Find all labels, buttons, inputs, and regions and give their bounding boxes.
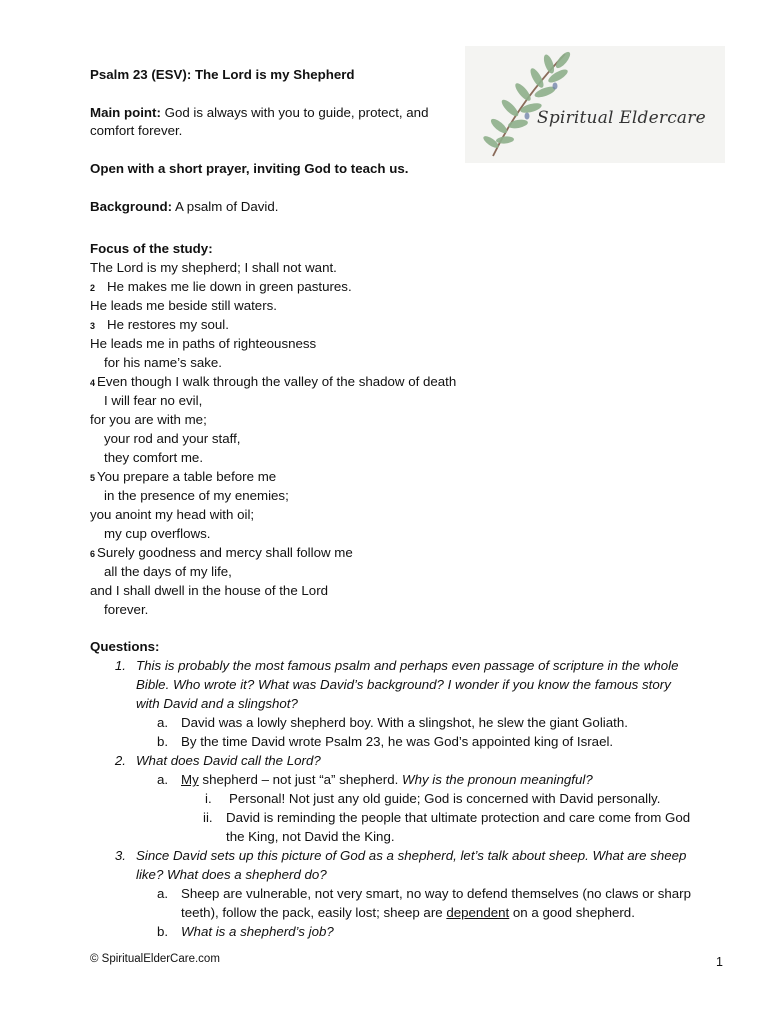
answer-3b-text: What is a shepherd’s job? <box>181 924 334 939</box>
verse-text: for you are with me; <box>90 412 207 427</box>
psalm-line <box>90 411 207 429</box>
verse-text: Even though I walk through the valley of the shadow of death <box>97 374 457 389</box>
question-1-line-3: with David and a slingshot? <box>136 696 298 711</box>
verse-text: Surely goodness and mercy shall follow me <box>97 545 353 560</box>
verse-text: all the days of my life, <box>104 564 232 579</box>
background-text: A psalm of David. <box>172 199 279 214</box>
verse-text: You prepare a table before me <box>97 469 277 484</box>
answer-3a-post: on a good shepherd. <box>509 905 635 920</box>
psalm-line <box>90 335 316 353</box>
verse-text: they comfort me. <box>104 450 204 465</box>
olive-branch-icon <box>465 46 725 163</box>
main-point-label: Main point: <box>90 105 161 120</box>
psalm-line <box>90 525 210 543</box>
question-1-line-1: This is probably the most famous psalm and perhaps even passage of scripture in the whole <box>136 658 679 673</box>
question-1-number: 1. <box>114 658 126 673</box>
question-2-text: What does David call the Lord? <box>136 753 321 768</box>
answer-2a-number: a. <box>157 772 169 787</box>
answer-2a-underlined: My <box>181 772 199 787</box>
answer-2a-plain: shepherd – not just “a” shepherd. <box>198 772 403 787</box>
answer-1a-number: a. <box>157 715 169 730</box>
verse-number: 3 <box>90 321 96 331</box>
psalm-line <box>90 468 276 487</box>
psalm-line <box>90 316 229 335</box>
answer-1b-text: By the time David wrote Psalm 23, he was God’s appointed king of Israel. <box>181 734 614 749</box>
psalm-line <box>90 278 352 297</box>
page-number: 1 <box>716 955 723 969</box>
psalm-line <box>90 449 203 467</box>
answer-2a-i-text: Personal! Not just any old guide; God is concerned with David personally. <box>229 791 661 806</box>
psalm-line <box>90 392 202 410</box>
psalm-line <box>90 259 337 277</box>
psalm-line <box>90 354 222 372</box>
verse-text: The Lord is my shepherd; I shall not want. <box>90 260 337 275</box>
answer-3b-number: b. <box>157 924 169 939</box>
verse-text: for his name’s sake. <box>104 355 223 370</box>
verse-text: in the presence of my enemies; <box>104 488 289 503</box>
answer-2a-ii-number: ii. <box>203 810 213 825</box>
question-3-number: 3. <box>114 848 126 863</box>
answer-3a-line-1: Sheep are vulnerable, not very smart, no way to defend themselves (no claws or sharp <box>181 886 691 901</box>
focus-heading: Focus of the study: <box>90 241 213 256</box>
verse-text: and I shall dwell in the house of the Lord <box>90 583 329 598</box>
questions-heading: Questions: <box>90 639 160 654</box>
verse-text: He leads me beside still waters. <box>90 298 277 313</box>
question-3-line-1: Since David sets up this picture of God as a shepherd, let’s talk about sheep. What are sheep <box>136 848 687 863</box>
psalm-line <box>90 582 328 600</box>
psalm-line <box>90 563 232 581</box>
verse-text: I will fear no evil, <box>104 393 203 408</box>
verse-text: my cup overflows. <box>104 526 211 541</box>
answer-2a-ii-line-2: the King, not David the King. <box>226 829 395 844</box>
background-label: Background: <box>90 199 173 214</box>
psalm-line <box>90 544 353 563</box>
answer-3a-pre: teeth), follow the pack, easily lost; sheep are <box>181 905 447 920</box>
question-1-line-2: Bible. Who wrote it? What was David’s background? I wonder if you know the famous story <box>136 677 671 692</box>
verse-text: He makes me lie down in green pastures. <box>107 279 352 294</box>
answer-3a-line-2 <box>181 904 635 922</box>
open-prayer: Open with a short prayer, inviting God to teach us. <box>90 161 409 176</box>
verse-text: He restores my soul. <box>107 317 229 332</box>
verse-text: you anoint my head with oil; <box>90 507 255 522</box>
page-title: Psalm 23 (ESV): The Lord is my Shepherd <box>90 67 355 82</box>
answer-3a-underlined: dependent <box>446 905 510 920</box>
answer-2a-text <box>181 771 593 789</box>
verse-number: 4 <box>90 378 96 388</box>
verse-text: He leads me in paths of righteousness <box>90 336 317 351</box>
footer-copyright: © SpiritualElderCare.com <box>90 953 220 965</box>
logo-text: Spiritual Eldercare <box>537 108 706 128</box>
verse-number: 5 <box>90 473 96 483</box>
psalm-line <box>90 297 277 315</box>
verse-number: 2 <box>90 283 96 293</box>
answer-1a-text: David was a lowly shepherd boy. With a slingshot, he slew the giant Goliath. <box>181 715 628 730</box>
verse-text: your rod and your staff, <box>104 431 241 446</box>
question-2-number: 2. <box>114 753 126 768</box>
answer-1b-number: b. <box>157 734 169 749</box>
main-point-line-2: comfort forever. <box>90 123 183 138</box>
verse-number: 6 <box>90 549 96 559</box>
background-line <box>90 198 278 216</box>
main-point-line-1 <box>90 104 428 122</box>
verse-text: forever. <box>104 602 149 617</box>
answer-3a-number: a. <box>157 886 169 901</box>
main-point-text: God is always with you to guide, protect, and <box>160 105 429 120</box>
answer-2a-ii-line-1: David is reminding the people that ultimate protection and care come from God <box>226 810 691 825</box>
answer-2a-italic: Why is the pronoun meaningful? <box>402 772 593 787</box>
question-3-line-2: like? What does a shepherd do? <box>136 867 327 882</box>
psalm-line <box>90 506 254 524</box>
psalm-line <box>90 373 456 392</box>
psalm-line <box>90 430 241 448</box>
psalm-line <box>90 601 148 619</box>
answer-2a-i-number: i. <box>205 791 212 806</box>
psalm-line <box>90 487 289 505</box>
spiritual-eldercare-logo <box>465 46 725 163</box>
